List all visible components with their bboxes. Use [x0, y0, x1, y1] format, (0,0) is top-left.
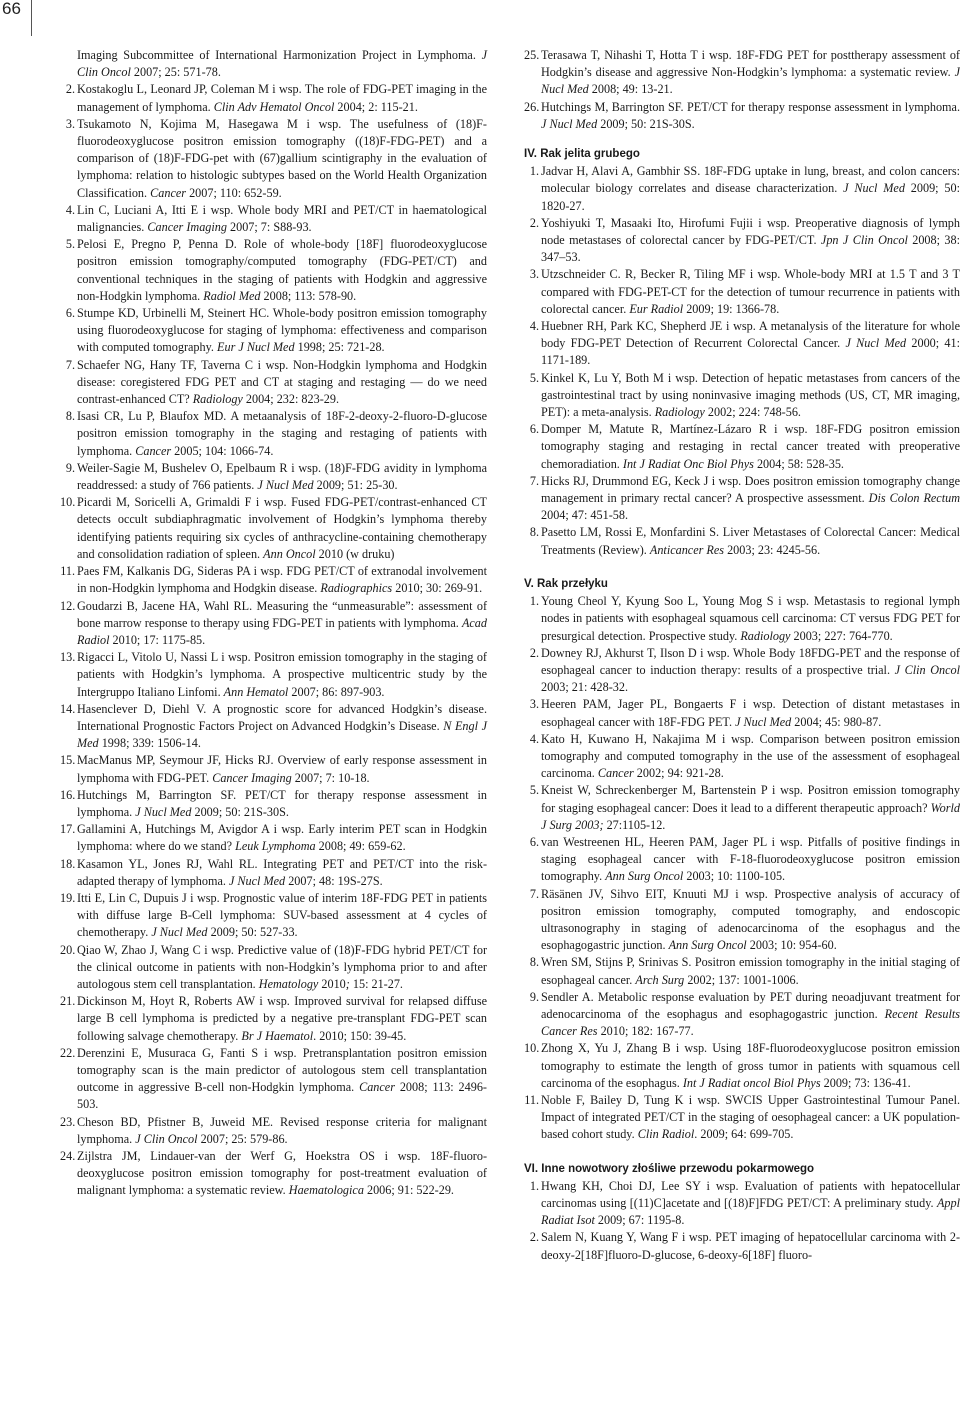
reference-number: 5. [65, 237, 75, 252]
reference-text: Stumpe KD, Urbinelli M, Steinert HC. Whole-body positron emission tomography using fluorodeoxyglucose for staging of lymphoma: effectiveness and comparison with computed tomography. Eur J Nucl Med 1998; 25: 721-28. [77, 306, 487, 355]
reference-number: 8. [529, 955, 539, 970]
reference-text: Pasetto LM, Rossi E, Monfardini S. Liver Metastases of Colorectal Cancer: Medical Treatments (Review). Anticancer Res 2003; 23: 4245-56. [541, 525, 960, 557]
reference-number: 2. [65, 82, 75, 97]
reference-number: 25. [524, 48, 540, 62]
reference-number: 3. [529, 267, 539, 282]
reference-item [60, 752, 487, 786]
reference-text: MacManus MP, Seymour JF, Hicks RJ. Overview of early response assessment in lymphoma with FDG-PET. Cancer Imaging 2007; 7: 10-18. [77, 753, 487, 785]
reference-text: Kostakoglu L, Leonard JP, Coleman M i wsp. The role of FDG-PET imaging in the management of lymphoma. Clin Adv Hematol Oncol 2004; 2: 115-21. [77, 82, 487, 114]
reference-item [524, 524, 960, 558]
reference-number: 24. [60, 1149, 76, 1163]
reference-item [60, 47, 487, 81]
reference-item [524, 989, 960, 1041]
reference-number: 18. [60, 856, 76, 871]
reference-item [524, 421, 960, 473]
reference-text: Noble F, Bailey D, Tung K i wsp. SWCIS Upper Gastrointestinal Tumour Panel. Impact of integrated PET/CT in the staging of oesophageal cancer: a UK population-based cohort study. Clin Radiol. 2009; 64: 699-705. [541, 1092, 960, 1142]
reference-number: 20. [60, 942, 76, 957]
reference-number: 5. [529, 783, 539, 798]
section-heading-vi: VI. Inne nowotwory złośliwe przewodu pokarmowego [524, 1162, 815, 1175]
reference-text: Zhong X, Yu J, Zhang B i wsp. Using 18F-fluorodeoxyglucose positron emission tomography to estimate the length of gross tumor in patients with squamous cell carcinoma of the esophagus. Int J Radiat oncol Biol Phys 2009; 73: 136-41. [541, 1041, 960, 1090]
reference-number: 5. [529, 370, 539, 385]
reference-text: Rigacci L, Vitolo U, Nassi L i wsp. Positron emission tomography in the staging of patients with Hodgkin’s lymphoma. A prospective multicentric study by the Intergruppo Italiano Linfomi. Ann Hematol 2007; 86: 897-903. [77, 650, 487, 699]
section-heading-iv: IV. Rak jelita grubego [524, 148, 640, 161]
reference-text: Hwang KH, Choi DJ, Lee SY i wsp. Evaluation of patients with hepatocellular carcinomas using [(11)C]acetate and [(18)F]FDG PET/CT: A preliminary study. Appl Radiat Isot 2009; 67: 1195-8. [541, 1178, 960, 1228]
reference-item [524, 266, 960, 318]
reference-number: 21. [60, 994, 76, 1009]
reference-list-continued [524, 47, 960, 133]
reference-item [60, 942, 487, 994]
reference-text: Terasawa T, Nihashi T, Hotta T i wsp. 18F-FDG PET for posttherapy assessment of Hodgkin’s disease and aggressive Non-Hodgkin’s lymphoma: a systematic review. J Nucl Med 2008; 49: 13-21. [541, 48, 960, 97]
reference-item [524, 99, 960, 133]
reference-item [524, 215, 960, 267]
reference-item [60, 856, 487, 890]
reference-item [60, 116, 487, 202]
reference-number: 6. [65, 306, 75, 321]
reference-number: 17. [60, 822, 76, 837]
reference-item [60, 890, 487, 942]
reference-number: 4. [529, 319, 539, 334]
reference-number: 1. [529, 164, 539, 179]
reference-text: Imaging Subcommittee of International Harmonization Project in Lymphoma. J Clin Oncol 2007; 25: 571-78. [77, 48, 487, 80]
reference-text: Goudarzi B, Jacene HA, Wahl RL. Measuring the “unmeasurable”: assessment of bone marrow response to therapy using FDG-PET in patients with lymphoma. Acad Radiol 2010; 17: 1175-85. [77, 598, 487, 647]
reference-text: Zijlstra JM, Lindauer-van der Werf G, Hoekstra OS i wsp. 18F-fluoro-deoxyglucose positron emission tomography for post-treatment evaluation of malignant lymphoma: a systematic review. Haematologica 2006; 91: 522-29. [77, 1149, 487, 1198]
reference-number: 14. [60, 701, 76, 716]
reference-text: Salem N, Kuang Y, Wang F i wsp. PET imaging of hepatocellular carcinoma with 2-deoxy-2[18F]fluoro-D-glucose, 6-deoxy-6[18F] fluoro- [541, 1230, 960, 1262]
reference-number: 3. [529, 697, 539, 712]
reference-item [60, 993, 487, 1045]
reference-number: 16. [60, 787, 76, 802]
reference-text: Domper M, Matute R, Martínez-Lázaro R i wsp. 18F-FDG positron emission tomography staging and restaging in rectal cancer treated with preoperative chemoradiation. Int J Radiat Onc Biol Phys 2004; 58: 528-35. [541, 422, 960, 471]
reference-item [524, 370, 960, 422]
reference-text: Lin C, Luciani A, Itti E i wsp. Whole body MRI and PET/CT in haematological malignancies. Cancer Imaging 2007; 7: S88-93. [77, 202, 487, 235]
reference-text: Cheson BD, Pfistner B, Juweid ME. Revised response criteria for malignant lymphoma. J Clin Oncol 2007; 25: 579-86. [77, 1114, 487, 1146]
reference-list-iv [524, 163, 960, 559]
reference-item [60, 494, 487, 563]
reference-item [524, 645, 960, 697]
reference-number: 4. [65, 202, 75, 217]
reference-text: Picardi M, Soricelli A, Grimaldi F i wsp. Fused FDG-PET/contrast-enhanced CT detects occult subdiaphragmatic involvement of Hodgkin’s lymphoma thereby identifying patients requiring six cycles of anthracycline-containing chemotherapy and consolidation radiation of spleen. Ann Oncol 2010 (w druku) [77, 495, 487, 561]
reference-number: 7. [65, 357, 75, 372]
reference-number: 2. [529, 215, 539, 230]
reference-text: Derenzini E, Musuraca G, Fanti S i wsp. Pretransplantation positron emission tomography scan is the main predictor of autologous stem cell transplantation outcome in aggressive B-cell non-Hodgkin lymphoma. Cancer 2008; 113: 2496-503. [77, 1045, 487, 1112]
reference-list-vi [524, 1178, 960, 1264]
reference-text: Pelosi E, Pregno P, Penna D. Role of whole-body [18F] fluorodeoxyglucose positron emission tomography/computed tomography (FDG-PET/CT) and conventional techniques in the staging of patients with Hodgkin and aggressive non-Hodgkin lymphoma. Radiol Med 2008; 113: 578-90. [77, 237, 487, 303]
reference-text: Gallamini A, Hutchings M, Avigdor A i wsp. Early interim PET scan in Hodgkin lymphoma: where do we stand? Leuk Lymphoma 2008; 49: 659-62. [77, 822, 487, 854]
reference-number: 6. [529, 834, 539, 849]
reference-number: 23. [60, 1114, 76, 1129]
reference-text: Schaefer NG, Hany TF, Taverna C i wsp. Non-Hodgkin lymphoma and Hodgkin disease: coregistered FDG PET and CT at staging and restaging — do we need contrast-enhanced CT? Radiology 2004; 232: 823-29. [77, 357, 487, 407]
reference-text: van Westreenen HL, Heeren PAM, Jager PL i wsp. Pitfalls of positive findings in staging esophageal cancer with F-18-fluorodeoxyglucose positron emission tomography. Ann Surg Oncol 2003; 10: 1100-105. [541, 834, 960, 884]
reference-text: Hutchings M, Barrington SF. PET/CT for therapy response assessment in lymphoma. J Nucl Med 2009; 50: 21S-30S. [77, 787, 487, 819]
reference-text: Kato H, Kuwano H, Nakajima M i wsp. Comparison between positron emission tomography and computed tomography in the use of the assessment of esophageal carcinoma. Cancer 2002; 94: 921-28. [541, 731, 960, 781]
header-rule [31, 0, 32, 36]
reference-number: 1. [529, 1178, 539, 1193]
reference-number: 10. [60, 495, 76, 510]
reference-item [60, 1114, 487, 1148]
reference-text: Qiao W, Zhao J, Wang C i wsp. Predictive value of (18)F-FDG hybrid PET/CT for the clinical outcome in patients with non-Hodgkin’s lymphoma prior to and after autologous stem cell transplantation. Hematology 2010; 15: 21-27. [77, 942, 487, 991]
right-column [524, 47, 960, 1264]
reference-text: Young Cheol Y, Kyung Soo L, Young Mog S i wsp. Metastasis to regional lymph nodes in patients with esophageal squamous cell carcinoma: CT versus FDG PET for presurgical detection. Prospective study. Radiology 2003; 227: 764-770. [541, 594, 960, 643]
reference-number: 7. [529, 473, 539, 488]
reference-item [524, 886, 960, 955]
reference-item [60, 787, 487, 821]
reference-text: Downey RJ, Akhurst T, Ilson D i wsp. Whole Body 18FDG-PET and the response of esophageal cancer to induction therapy: results of a prospective trial. J Clin Oncol 2003; 21: 428-32. [541, 645, 960, 695]
reference-list-v [524, 593, 960, 1144]
reference-number: 3. [65, 116, 75, 131]
reference-number: 11. [60, 564, 75, 579]
reference-text: Dickinson M, Hoyt R, Roberts AW i wsp. Improved survival for relapsed diffuse large B cell lymphoma is predicted by a negative pre-transplant FDG-PET scan following salvage chemotherapy. Br J Haematol. 2010; 150: 39-45. [77, 994, 487, 1043]
reference-text: Hutchings M, Barrington SF. PET/CT for therapy response assessment in lymphoma. J Nucl Med 2009; 50: 21S-30S. [541, 99, 960, 131]
reference-text: Weiler-Sagie M, Bushelev O, Epelbaum R i wsp. (18)F-FDG avidity in lymphoma readdressed: a study of 766 patients. J Nucl Med 2009; 51: 25-30. [77, 460, 487, 493]
reference-number: 11. [524, 1092, 539, 1107]
reference-number: 1. [529, 594, 539, 609]
reference-item [524, 731, 960, 783]
reference-item [60, 821, 487, 855]
reference-number: 8. [65, 409, 75, 424]
reference-number: 6. [529, 422, 539, 437]
page-number: 66 [2, 0, 21, 18]
reference-text: Isasi CR, Lu P, Blaufox MD. A metaanalysis of 18F-2-deoxy-2-fluoro-D-glucose positron emission tomography in the staging and restaging of patients with lymphoma. Cancer 2005; 104: 1066-74. [77, 409, 487, 458]
reference-item [524, 318, 960, 370]
reference-item [60, 1148, 487, 1200]
reference-item [60, 236, 487, 305]
reference-number: 13. [60, 650, 76, 665]
reference-number: 22. [60, 1045, 76, 1060]
reference-text: Sendler A. Metabolic response evaluation by PET during neoadjuvant treatment for adenocarcinoma of the esophagus and esophagogastric junction. Recent Results Cancer Res 2010; 182: 167-77. [541, 989, 960, 1039]
reference-text: Yoshiyuki T, Masaaki Ito, Hirofumi Fujii i wsp. Preoperative diagnosis of lymph node metastases of colorectal cancer by FDG-PET/CT. Jpn J Clin Oncol 2008; 38: 347–53. [541, 215, 960, 265]
reference-number: 9. [65, 460, 75, 475]
reference-item [524, 1178, 960, 1230]
reference-item [524, 834, 960, 886]
reference-text: Wren SM, Stijns P, Srinivas S. Positron emission tomography in the initial staging of esophageal cancer. Arch Surg 2002; 137: 1001-1006. [541, 955, 960, 987]
reference-text: Itti E, Lin C, Dupuis J i wsp. Prognostic value of interim 18F-FDG PET in patients with diffuse large B-Cell lymphoma: SUV-based assessment at 4 cycles of chemotherapy. J Nucl Med 2009; 50: 527-33. [77, 890, 487, 940]
reference-item [60, 598, 487, 650]
reference-text: Hicks RJ, Drummond EG, Keck J i wsp. Does positron emission tomography change management in primary rectal cancer? A prospective assessment. Dis Colon Rectum 2004; 47: 451-58. [541, 473, 960, 523]
reference-item [524, 782, 960, 834]
reference-item [60, 357, 487, 409]
reference-text: Kneist W, Schreckenberger M, Bartenstein P i wsp. Positron emission tomography for staging esophageal cancer: Does it lead to a different therapeutic approach? World J Surg 2003; 27:1105-12. [541, 783, 960, 832]
reference-number: 10. [524, 1041, 540, 1056]
reference-item [60, 1045, 487, 1114]
reference-number: 15. [60, 753, 76, 768]
reference-text: Hasenclever D, Diehl V. A prognostic score for advanced Hodgkin’s disease. International Prognostic Factors Project on Advanced Hodgkin’s Disease. N Engl J Med 1998; 339: 1506-14. [77, 701, 488, 751]
reference-number: 7. [529, 886, 539, 901]
reference-text: Räsänen JV, Sihvo EIT, Knuuti MJ i wsp. Prospective analysis of accuracy of positron emission tomography, computed tomography, and endoscopic ultrasonography in staging of adenocarcinoma of the esophagus and the esophagogastric junction. Ann Surg Oncol 2003; 10: 954-60. [541, 886, 960, 953]
reference-item [524, 696, 960, 730]
reference-item [524, 954, 960, 988]
reference-item [524, 163, 960, 215]
reference-number: 8. [529, 525, 539, 540]
reference-item [60, 81, 487, 115]
reference-item [524, 1229, 960, 1263]
reference-item [524, 593, 960, 645]
reference-item [60, 649, 487, 701]
reference-item [524, 47, 960, 99]
reference-text: Kasamon YL, Jones RJ, Wahl RL. Integrating PET and PET/CT into the risk-adapted therapy of lymphoma. J Nucl Med 2007; 48: 19S-27S. [77, 856, 487, 888]
reference-number: 9. [529, 989, 539, 1004]
reference-text: Jadvar H, Alavi A, Gambhir SS. 18F-FDG uptake in lung, breast, and colon cancers: molecular biology correlates and disease characterization. J Nucl Med 2009; 50: 1820-27. [541, 164, 960, 213]
reference-item [60, 202, 487, 236]
reference-text: Huebner RH, Park KC, Shepherd JE i wsp. A metanalysis of the literature for whole body FDG-PET Detection of Recurrent Colorectal Cancer. J Nucl Med 2000; 41: 1171-189. [541, 319, 960, 368]
reference-item [60, 460, 487, 494]
reference-number: 2. [529, 1230, 539, 1245]
reference-item [60, 408, 487, 460]
left-column [60, 47, 487, 1200]
reference-item [524, 473, 960, 525]
reference-item [60, 305, 487, 357]
reference-item [524, 1092, 960, 1144]
reference-number: 26. [524, 99, 540, 114]
reference-text: Kinkel K, Lu Y, Both M i wsp. Detection of hepatic metastases from cancers of the gastrointestinal tract by using noninvasive imaging methods (US, CT, MR imaging, PET): a meta-analysis. Radiology 2002; 224: 748-56. [541, 370, 960, 420]
reference-text: Utzschneider C. R, Becker R, Tiling MF i wsp. Whole-body MRI at 1.5 T and 3 T compared with FDG-PET-CT for the detection of tumour recurrence in patients with colorectal cancer. Eur Radiol 2009; 19: 1366-78. [541, 267, 960, 316]
reference-text: Tsukamoto N, Kojima M, Hasegawa M i wsp. The usefulness of (18)F-fluorodeoxyglucose positron emission tomography ((18)F-FDG-PET) and a comparison of (18)F-FDG-pet with (67)gallium scintigraphy in the evaluation of lymphoma: relation to histologic subtypes based on the World Health Organization Classification. Cancer 2007; 110: 652-59. [77, 116, 487, 200]
reference-item [60, 701, 487, 753]
reference-text: Paes FM, Kalkanis DG, Sideras PA i wsp. FDG PET/CT of extranodal involvement in non-Hodgkin lymphoma and Hodgkin disease. Radiographics 2010; 30: 269-91. [77, 564, 487, 596]
reference-number: 12. [60, 598, 76, 613]
reference-number: 19. [60, 890, 76, 905]
reference-item [524, 1040, 960, 1092]
reference-number: 4. [529, 731, 539, 746]
section-heading-v: V. Rak przełyku [524, 577, 608, 590]
reference-number: 2. [529, 645, 539, 660]
reference-text: Heeren PAM, Jager PL, Bongaerts F i wsp. Detection of distant metastases in esophageal cancer with 18F-FDG PET. J Nucl Med 2004; 45: 980-87. [541, 697, 960, 729]
reference-item [60, 563, 487, 597]
